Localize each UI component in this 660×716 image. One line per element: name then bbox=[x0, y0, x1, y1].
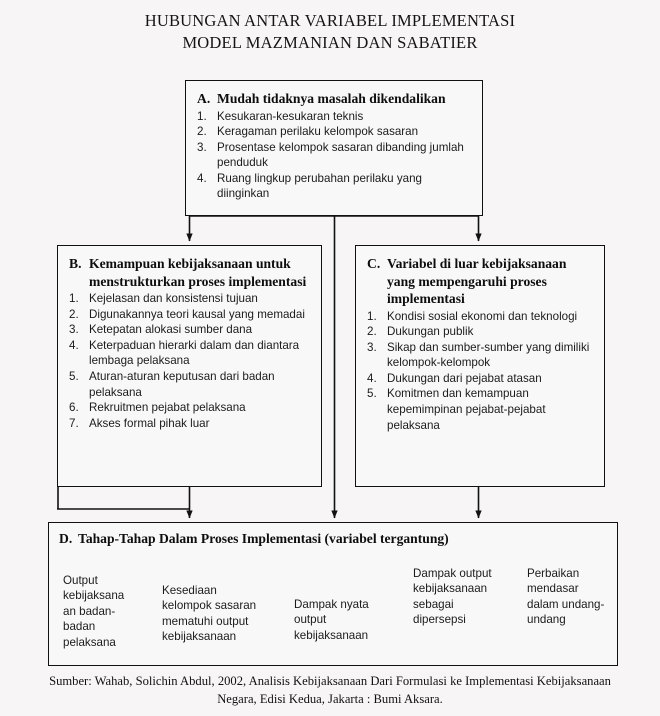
box-c-item-text: Sikap dan sumber-sumber yang dimiliki kelompok-kelompok bbox=[387, 340, 590, 370]
box-b-item bbox=[69, 322, 311, 338]
diagram-title-line-2: MODEL MAZMANIAN DAN SABATIER bbox=[182, 33, 478, 52]
flow-stage-5: Perbaikan mendasar dalam undang-undang bbox=[527, 567, 605, 627]
box-c-item bbox=[367, 386, 594, 433]
box-b-heading-text: Kemampuan kebijaksanaan untuk menstrukturkan proses implementasi bbox=[89, 256, 307, 289]
box-d-letter: D. bbox=[59, 531, 73, 546]
box-c-item bbox=[367, 371, 594, 387]
box-a-item-number: 3. bbox=[197, 140, 207, 154]
box-d-heading-text: Tahap-Tahap Dalam Proses Implementasi (variabel tergantung) bbox=[78, 531, 449, 546]
box-a-item-number: 4. bbox=[197, 171, 207, 185]
box-c-heading-text: Variabel di luar kebijaksanaan yang mempengaruhi proses implementasi bbox=[387, 256, 567, 306]
box-c-item-number: 1. bbox=[367, 309, 377, 323]
box-b-item bbox=[69, 307, 311, 323]
box-c-item bbox=[367, 309, 594, 325]
box-c-item-list bbox=[367, 309, 594, 434]
box-d-implementation-stages bbox=[48, 522, 618, 666]
box-b-item-text: Kejelasan dan konsistensi tujuan bbox=[89, 292, 258, 305]
box-b-item bbox=[69, 416, 311, 432]
box-c-item-text: Komitmen dan kemampuan kepemimpinan pejabat-pejabat pelaksana bbox=[387, 387, 546, 432]
box-a-item-list bbox=[197, 109, 472, 203]
box-b-item bbox=[69, 338, 311, 369]
box-c-heading bbox=[367, 255, 594, 308]
diagram-title bbox=[0, 10, 660, 54]
flow-stage-1: Output kebijaksana an badan-badan pelaksana bbox=[63, 574, 125, 649]
flow-stage-2: Kesediaan kelompok sasaran mematuhi output kebijaksanaan bbox=[162, 584, 257, 644]
box-a-heading bbox=[197, 90, 472, 108]
box-b-item-text: Keterpaduan hierarki dalam dan diantara lembaga pelaksana bbox=[89, 338, 300, 368]
source-caption bbox=[12, 672, 648, 708]
box-c-item-text: Kondisi sosial ekonomi dan teknologi bbox=[387, 309, 578, 323]
box-b-item bbox=[69, 369, 311, 400]
box-c-nonstatutory-variables bbox=[355, 245, 605, 487]
box-b-item-number: 4. bbox=[69, 338, 79, 352]
box-b-item-text: Aturan-aturan keputusan dari badan pelaksana bbox=[89, 369, 275, 399]
source-caption-line-1: Sumber: Wahab, Solichin Abdul, 2002, Analisis Kebijaksanaan Dari Formulasi ke Implementasi Kebijaksanaan bbox=[49, 674, 611, 688]
box-a-item bbox=[197, 124, 472, 140]
box-b-item-text: Akses formal pihak luar bbox=[89, 416, 210, 430]
box-c-item-number: 4. bbox=[367, 371, 377, 385]
box-a-item-text: Keragaman perilaku kelompok sasaran bbox=[217, 125, 419, 139]
box-b-item-number: 3. bbox=[69, 323, 79, 337]
box-d-flow-chain bbox=[49, 553, 619, 665]
box-b-item-number: 6. bbox=[69, 401, 79, 415]
box-b-item-list bbox=[69, 291, 311, 431]
box-a-item-number: 2. bbox=[197, 125, 207, 139]
box-c-item bbox=[367, 324, 594, 340]
box-a-letter: A. bbox=[197, 91, 211, 106]
box-b-policy-structuring-ability bbox=[57, 245, 322, 487]
box-a-item-text: Ruang lingkup perubahan perilaku yang diinginkan bbox=[217, 171, 422, 201]
box-a-item-text: Prosentase kelompok sasaran dibanding jumlah penduduk bbox=[217, 140, 464, 170]
box-b-item-number: 2. bbox=[69, 307, 79, 321]
box-b-item bbox=[69, 291, 311, 307]
box-c-letter: C. bbox=[367, 256, 381, 271]
box-c-item bbox=[367, 340, 594, 371]
box-c-item-number: 5. bbox=[367, 387, 377, 401]
box-a-item bbox=[197, 171, 472, 202]
box-b-item-number: 1. bbox=[69, 292, 79, 305]
box-c-item-number: 2. bbox=[367, 325, 377, 339]
box-b-item-number: 7. bbox=[69, 416, 79, 430]
box-a-item-text: Kesukaran-kesukaran teknis bbox=[217, 109, 364, 123]
box-b-heading bbox=[69, 255, 311, 290]
box-a-item bbox=[197, 109, 472, 125]
box-b-item-text: Rekruitmen pejabat pelaksana bbox=[89, 401, 246, 415]
box-d-heading bbox=[49, 523, 617, 547]
box-b-item-text: Ketepatan alokasi sumber dana bbox=[89, 323, 253, 337]
box-a-heading-text: Mudah tidaknya masalah dikendalikan bbox=[217, 91, 446, 106]
flow-stage-3: Dampak nyata output kebijaksanaan bbox=[294, 598, 369, 642]
box-c-item-number: 3. bbox=[367, 340, 377, 354]
box-b-item-text: Digunakannya teori kausal yang memadai bbox=[89, 307, 305, 321]
box-a-problem-tractability bbox=[185, 80, 483, 216]
flow-stage-4: Dampak output kebijaksanaan sebagai dipersepsi bbox=[413, 567, 492, 627]
box-b-letter: B. bbox=[69, 256, 82, 271]
box-c-item-text: Dukungan dari pejabat atasan bbox=[387, 371, 542, 385]
box-b-item bbox=[69, 400, 311, 416]
box-a-item-number: 1. bbox=[197, 109, 207, 123]
box-a-item bbox=[197, 140, 472, 171]
box-b-item-number: 5. bbox=[69, 369, 79, 383]
diagram-title-line-1: HUBUNGAN ANTAR VARIABEL IMPLEMENTASI bbox=[144, 11, 516, 30]
box-c-item-text: Dukungan publik bbox=[387, 325, 474, 339]
source-caption-line-2: Negara, Edisi Kedua, Jakarta : Bumi Aksara. bbox=[217, 692, 443, 706]
